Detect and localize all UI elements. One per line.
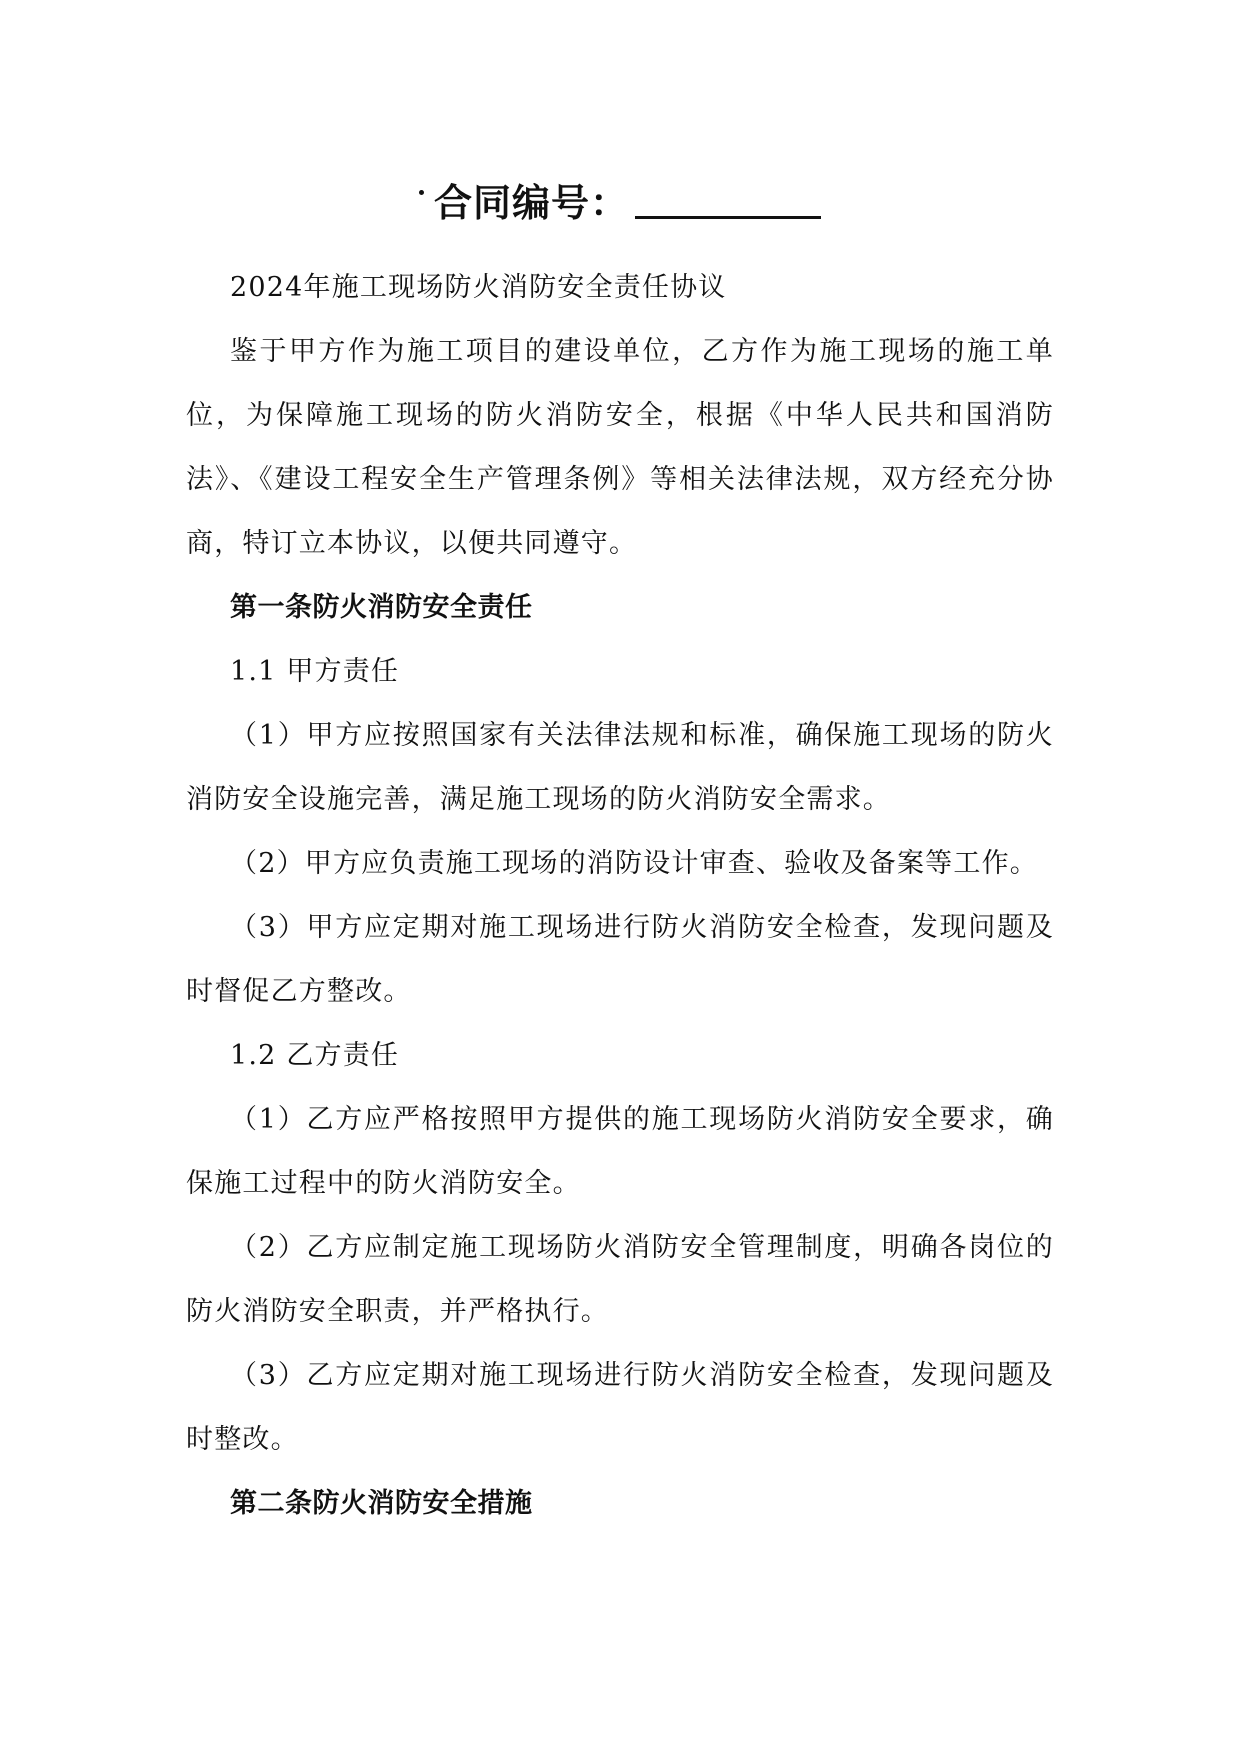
party-b-duty-2: （2）乙方应制定施工现场防火消防安全管理制度，明确各岗位的防火消防安全职责，并严格执行。: [186, 1232, 1054, 1327]
party-a-duty-1: （1）甲方应按照国家有关法律法规和标准，确保施工现场的防火消防安全设施完善，满足施工现场的防火消防安全需求。: [186, 720, 1054, 815]
party-b-duty-3: （3）乙方应定期对施工现场进行防火消防安全检查，发现问题及时整改。: [186, 1360, 1054, 1455]
section-1-2-heading: 1.2 乙方责任: [230, 1040, 400, 1071]
party-b-duty-1: （1）乙方应严格按照甲方提供的施工现场防火消防安全要求，确保施工过程中的防火消防安全。: [186, 1104, 1054, 1199]
article-1-heading: 第一条防火消防安全责任: [230, 592, 533, 623]
section-1-1-heading: 1.1 甲方责任: [230, 656, 400, 687]
party-a-duty-3: （3）甲方应定期对施工现场进行防火消防安全检查，发现问题及时督促乙方整改。: [186, 912, 1054, 1007]
contract-number-header: [0, 172, 1240, 232]
party-a-duty-2: （2）甲方应负责施工现场的消防设计审查、验收及备案等工作。: [230, 848, 1038, 879]
article-2-heading: 第二条防火消防安全措施: [230, 1488, 533, 1519]
document-body: [186, 256, 1054, 1536]
document-subtitle: 2024年施工现场防火消防安全责任协议: [230, 272, 727, 303]
preamble-paragraph: 鉴于甲方作为施工项目的建设单位，乙方作为施工现场的施工单位，为保障施工现场的防火消防安全，根据《中华人民共和国消防法》、《建设工程安全生产管理条例》等相关法律法规，双方经充分协商，特订立本协议，以便共同遵守。: [186, 336, 1054, 559]
contract-number-label: 合同编号：: [433, 181, 629, 225]
bullet-dot-icon: [419, 190, 424, 195]
contract-number-blank-field: [635, 172, 821, 219]
